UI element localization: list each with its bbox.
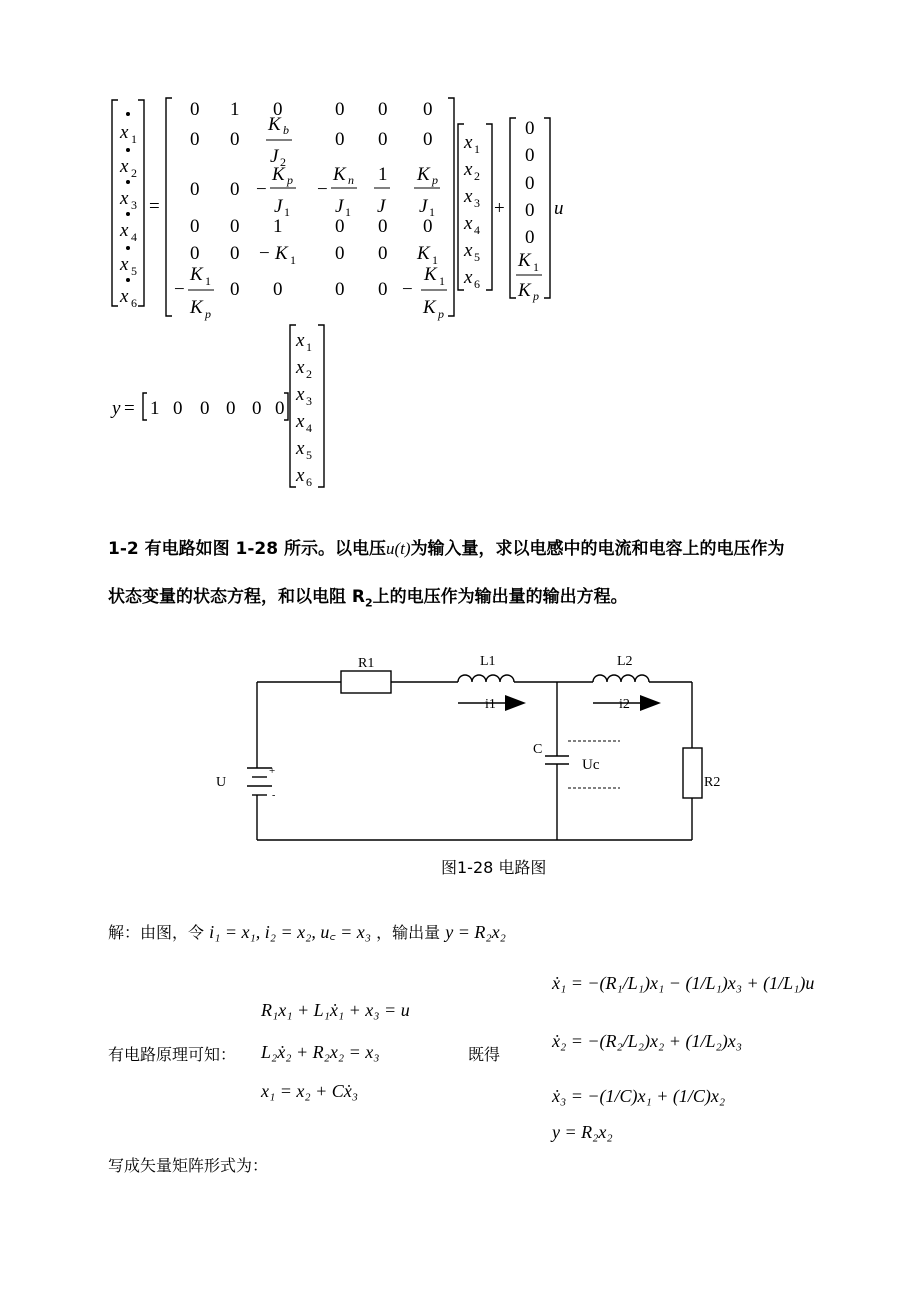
- svg-text:p: p: [432, 173, 438, 187]
- svg-text:0: 0: [378, 129, 388, 150]
- label-r2: R2: [704, 775, 720, 790]
- output-equation: [110, 325, 324, 489]
- svg-text:K: K: [190, 264, 203, 285]
- svg-text:0: 0: [525, 200, 535, 221]
- circuit-eq-1: R₁x₁ + L₁ẋ₁ + x₃ = u: [261, 1000, 410, 1020]
- svg-text:1: 1: [284, 205, 290, 219]
- svg-text:x: x: [296, 357, 305, 378]
- svg-text:0: 0: [378, 216, 388, 237]
- svg-text:b: b: [283, 123, 289, 137]
- derived-eq-4: y = R₂x₂: [552, 1122, 613, 1142]
- svg-text:3: 3: [306, 394, 312, 408]
- svg-text:1: 1: [205, 274, 211, 288]
- svg-text:0: 0: [335, 279, 345, 300]
- svg-text:0: 0: [230, 179, 240, 200]
- svg-text:x: x: [296, 330, 305, 351]
- circuit-eq-3: x₁ = x₂ + Cẋ₃: [261, 1081, 359, 1101]
- svg-text:K: K: [190, 297, 203, 318]
- svg-text:1: 1: [273, 216, 283, 237]
- svg-text:0: 0: [190, 129, 200, 150]
- svg-text:0: 0: [335, 99, 345, 120]
- svg-text:1: 1: [150, 398, 160, 419]
- svg-text:0: 0: [190, 179, 200, 200]
- svg-text:4: 4: [474, 223, 480, 237]
- svg-text:K: K: [268, 114, 281, 135]
- svg-text:2: 2: [280, 155, 286, 169]
- svg-text:x: x: [464, 267, 473, 288]
- svg-text:0: 0: [190, 99, 200, 120]
- svg-text:x: x: [464, 159, 473, 180]
- svg-text:x: x: [120, 220, 129, 241]
- svg-text:0: 0: [525, 173, 535, 194]
- final-line: 写成矢量矩阵形式为：: [108, 1156, 269, 1175]
- svg-text:0: 0: [423, 216, 433, 237]
- svg-text:J: J: [335, 196, 344, 217]
- resistor-r2: [683, 748, 702, 798]
- svg-text:2: 2: [131, 166, 137, 180]
- solution-intro: 解：由图，令 i₁ = x₁, i₂ = x₂, u꜀ = x₃ ，输出量 y = R₂x₂: [108, 922, 506, 942]
- svg-text:0: 0: [230, 216, 240, 237]
- svg-text:J: J: [274, 196, 283, 217]
- svg-text:0: 0: [335, 216, 345, 237]
- svg-text:6: 6: [474, 277, 480, 291]
- svg-text:y: y: [112, 398, 121, 419]
- svg-text:−: −: [256, 179, 267, 200]
- label-i1: i1: [485, 697, 496, 712]
- svg-text:2: 2: [474, 169, 480, 183]
- resistor-r1: [341, 671, 391, 693]
- svg-text:x: x: [464, 213, 473, 234]
- problem-line-2: 状态变量的状态方程，和以电阻 $R_2$上的电压作为输出量的输出方程。: [108, 587, 628, 610]
- svg-text:x: x: [120, 254, 129, 275]
- svg-text:−: −: [259, 243, 270, 264]
- svg-text:K: K: [275, 243, 288, 264]
- derived-eq-1: ẋ₁ = −(R₁/L₁)x₁ − (1/L₁)x₃ + (1/L₁)u: [552, 973, 815, 993]
- svg-text:p: p: [205, 307, 211, 321]
- circuit-diagram: [200, 640, 720, 860]
- svg-text:x: x: [464, 186, 473, 207]
- svg-text:0: 0: [378, 243, 388, 264]
- svg-text:x: x: [120, 122, 129, 143]
- svg-text:5: 5: [474, 250, 480, 264]
- svg-text:0: 0: [525, 145, 535, 166]
- figure-caption: 图1-28 电路图: [441, 858, 547, 877]
- lhs-vector: [119, 112, 137, 310]
- svg-text:1: 1: [345, 205, 351, 219]
- svg-text:x: x: [120, 156, 129, 177]
- svg-text:0: 0: [378, 99, 388, 120]
- svg-text:−: −: [402, 279, 413, 300]
- svg-text:5: 5: [306, 448, 312, 462]
- label-c: C: [533, 742, 543, 757]
- label-r1: R1: [358, 656, 375, 671]
- svg-text:K: K: [272, 164, 285, 185]
- inductor-l2: [593, 675, 649, 682]
- svg-text:1: 1: [439, 274, 445, 288]
- svg-text:K: K: [417, 164, 430, 185]
- svg-text:x: x: [464, 132, 473, 153]
- svg-text:0: 0: [525, 227, 535, 248]
- derived-eq-2: ẋ₂ = −(R₂/L₂)x₂ + (1/L₂)x₃: [552, 1031, 742, 1051]
- svg-text:K: K: [424, 264, 437, 285]
- svg-text:K: K: [333, 164, 346, 185]
- svg-text:x: x: [296, 465, 305, 486]
- label-i2: i2: [619, 697, 630, 712]
- svg-text:5: 5: [131, 264, 137, 278]
- svg-text:0: 0: [273, 99, 283, 120]
- svg-text:0: 0: [190, 216, 200, 237]
- svg-text:p: p: [287, 173, 293, 187]
- svg-text:1: 1: [131, 132, 137, 146]
- svg-text:2: 2: [306, 367, 312, 381]
- svg-text:1: 1: [378, 164, 388, 185]
- svg-text:0: 0: [226, 398, 236, 419]
- svg-text:0: 0: [525, 118, 535, 139]
- svg-text:0: 0: [423, 99, 433, 120]
- svg-text:u: u: [554, 198, 564, 219]
- svg-text:K: K: [518, 250, 531, 271]
- svg-text:n: n: [348, 173, 354, 187]
- state-equation: [0, 0, 920, 500]
- label-l1: L1: [480, 654, 496, 669]
- problem-line-1: 1-2 有电路如图 1-28 所示。以电压u(t)为输入量，求以电感中的电流和电容上的电压作为: [108, 539, 785, 559]
- circuit-eq-2: L₂ẋ₂ + R₂x₂ = x₃: [261, 1042, 380, 1062]
- derived-eq-3: ẋ₃ = −(1/C)x₁ + (1/C)x₂: [552, 1086, 726, 1106]
- svg-text:J: J: [419, 196, 428, 217]
- svg-text:1: 1: [474, 142, 480, 156]
- svg-text:−: −: [317, 179, 328, 200]
- svg-text:K: K: [417, 243, 430, 264]
- svg-text:0: 0: [230, 129, 240, 150]
- svg-text:−: −: [174, 279, 185, 300]
- svg-text:1: 1: [533, 260, 539, 274]
- svg-text:x: x: [120, 188, 129, 209]
- svg-text:x: x: [296, 438, 305, 459]
- svg-text:x: x: [120, 286, 129, 307]
- svg-text:0: 0: [252, 398, 262, 419]
- svg-text:0: 0: [273, 279, 283, 300]
- svg-text:J: J: [377, 196, 386, 217]
- svg-text:4: 4: [306, 421, 312, 435]
- svg-text:x: x: [464, 240, 473, 261]
- label-l2: L2: [617, 654, 633, 669]
- svg-text:0: 0: [335, 129, 345, 150]
- known-label: 有电路原理可知：: [108, 1045, 237, 1064]
- svg-text:=: =: [149, 196, 160, 217]
- svg-text:p: p: [533, 289, 539, 303]
- svg-text:J: J: [270, 146, 279, 167]
- then-label: 既得: [468, 1045, 501, 1064]
- svg-text:K: K: [518, 280, 531, 301]
- svg-text:1: 1: [230, 99, 240, 120]
- svg-text:0: 0: [378, 279, 388, 300]
- label-minus: -: [272, 790, 276, 801]
- svg-text:0: 0: [190, 243, 200, 264]
- svg-text:0: 0: [335, 243, 345, 264]
- svg-text:x: x: [296, 411, 305, 432]
- svg-text:4: 4: [131, 230, 137, 244]
- svg-text:3: 3: [474, 196, 480, 210]
- svg-text:0: 0: [275, 398, 285, 419]
- svg-text:1: 1: [290, 253, 296, 267]
- label-uc: Uc: [582, 757, 600, 773]
- svg-text:K: K: [423, 297, 436, 318]
- label-plus: +: [269, 765, 276, 777]
- svg-text:3: 3: [131, 198, 137, 212]
- svg-text:0: 0: [230, 243, 240, 264]
- inductor-l1: [458, 675, 514, 682]
- svg-text:0: 0: [423, 129, 433, 150]
- svg-text:+: +: [494, 198, 505, 219]
- svg-text:x: x: [296, 384, 305, 405]
- svg-text:1: 1: [306, 340, 312, 354]
- svg-text:0: 0: [200, 398, 210, 419]
- svg-text:6: 6: [131, 296, 137, 310]
- svg-text:=: =: [124, 398, 135, 419]
- svg-text:1: 1: [429, 205, 435, 219]
- svg-text:p: p: [438, 307, 444, 321]
- svg-text:1: 1: [432, 253, 438, 267]
- label-u: U: [216, 775, 227, 790]
- svg-text:0: 0: [173, 398, 183, 419]
- svg-text:6: 6: [306, 475, 312, 489]
- svg-text:0: 0: [230, 279, 240, 300]
